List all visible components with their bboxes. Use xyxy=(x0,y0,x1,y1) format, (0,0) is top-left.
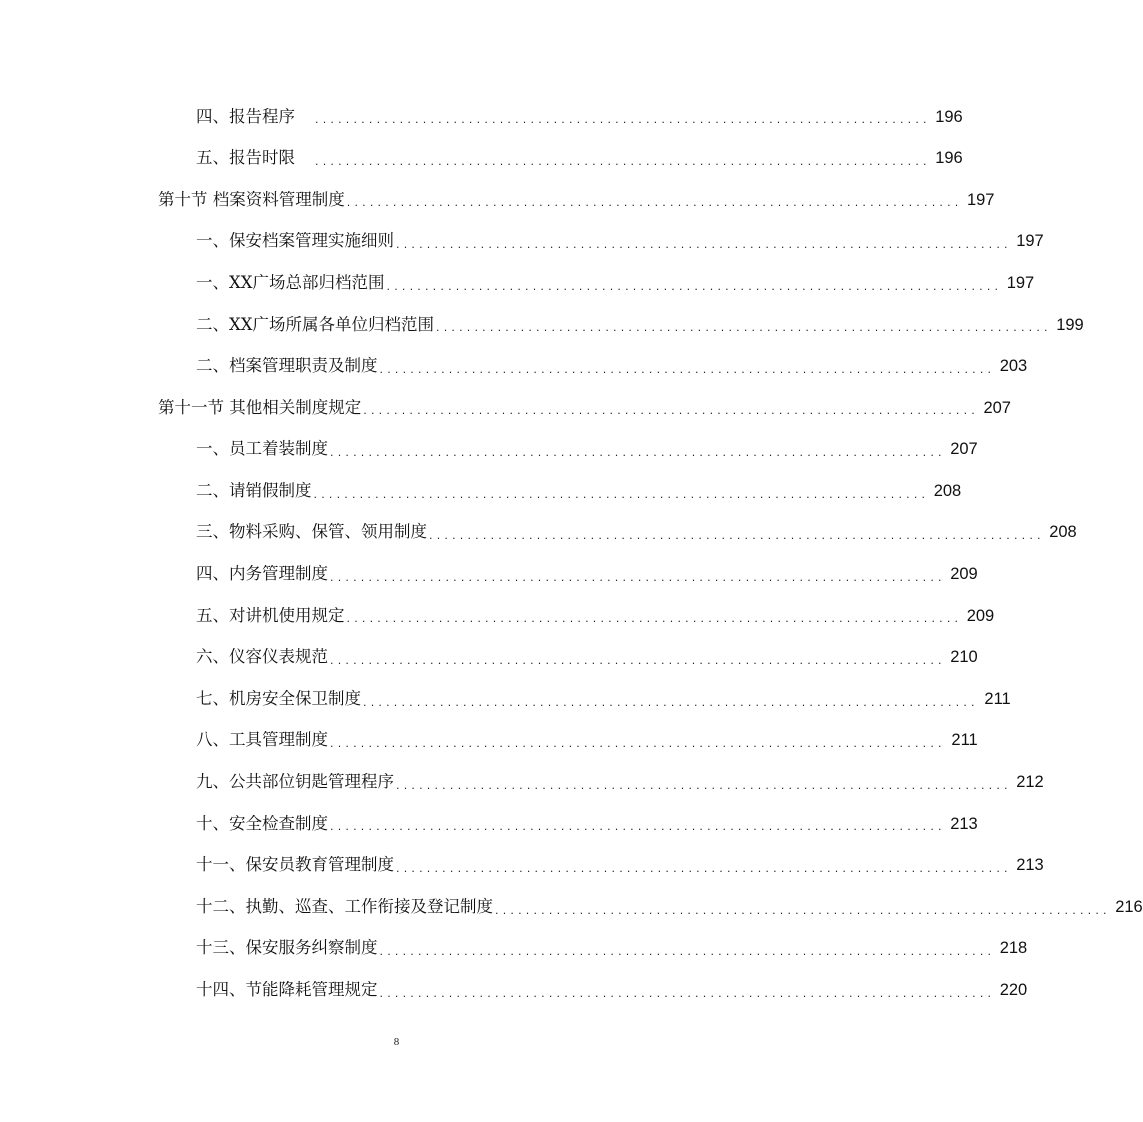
toc-subsection-entry[interactable] xyxy=(158,304,1084,346)
toc-dot-leader: ................................................................................ xyxy=(330,737,946,751)
toc-entry-page-number: 213 xyxy=(1016,856,1044,875)
toc-subsection-entry[interactable] xyxy=(158,845,1044,887)
toc-entry-page-number: 213 xyxy=(950,814,978,833)
toc-entry-page-number: 207 xyxy=(983,398,1011,417)
toc-dot-leader: ................................................................................ xyxy=(313,487,930,501)
toc-dot-leader: ................................................................................ xyxy=(346,612,963,626)
toc-entry-page-number: 212 xyxy=(1016,773,1044,792)
toc-entry-page-number: 220 xyxy=(999,981,1028,1000)
toc-entry-title: 二、XX广场所属各单位归档范围 xyxy=(196,314,434,334)
toc-subsection-entry[interactable] xyxy=(158,262,1035,304)
toc-entry-title: 四、报告程序 xyxy=(196,106,295,126)
toc-dot-leader: ................................................................................ xyxy=(363,404,979,418)
toc-entry-title: 一、员工着装制度 xyxy=(196,439,328,459)
toc-dot-leader: ................................................................................ xyxy=(429,529,1045,543)
toc-dot-leader: ................................................................................ xyxy=(396,778,1012,792)
toc-dot-leader: ................................................................................ xyxy=(330,654,946,668)
toc-subsection-entry[interactable] xyxy=(158,637,978,679)
toc-entry-title: 十、安全检查制度 xyxy=(196,813,328,833)
toc-entry-title: 五、对讲机使用规定 xyxy=(196,605,345,625)
toc-entry-page-number: 197 xyxy=(1006,273,1035,292)
toc-entry-title: 一、保安档案管理实施细则 xyxy=(196,231,394,251)
toc-dot-leader: ................................................................................ xyxy=(315,154,931,168)
toc-subsection-entry[interactable] xyxy=(158,221,1044,263)
toc-dot-leader: ................................................................................ xyxy=(379,945,996,959)
toc-entry-title: 第十一节 其他相关制度规定 xyxy=(158,397,362,417)
toc-entry-title: 五、报告时限 xyxy=(196,148,295,168)
toc-entry-title: 九、公共部位钥匙管理程序 xyxy=(196,772,394,792)
toc-entry-page-number: 196 xyxy=(935,107,963,126)
toc-entry-title: 十四、节能降耗管理规定 xyxy=(196,980,378,1000)
toc-dot-leader: ................................................................................ xyxy=(396,238,1012,252)
toc-subsection-entry[interactable] xyxy=(158,720,978,762)
toc-entry-page-number: 208 xyxy=(933,481,962,500)
toc-subsection-entry[interactable] xyxy=(158,928,1028,970)
toc-section-entry[interactable] xyxy=(158,387,1011,429)
toc-entry-title: 七、机房安全保卫制度 xyxy=(196,688,361,708)
toc-entry-page-number: 203 xyxy=(999,357,1028,376)
toc-subsection-entry[interactable] xyxy=(158,346,1028,388)
toc-subsection-entry[interactable] xyxy=(158,762,1044,804)
toc-entry-title: 八、工具管理制度 xyxy=(196,730,328,750)
toc-dot-leader: ................................................................................ xyxy=(330,820,946,834)
toc-entry-title: 二、请销假制度 xyxy=(196,480,312,500)
toc-dot-leader: ................................................................................ xyxy=(330,570,946,584)
toc-entry-title: 六、仪容仪表规范 xyxy=(196,647,328,667)
page-number: 8 xyxy=(393,1036,400,1048)
toc-subsection-entry[interactable] xyxy=(158,803,978,845)
toc-entry-title: 一、XX广场总部归档范围 xyxy=(196,272,385,292)
toc-dot-leader: ................................................................................ xyxy=(346,196,963,210)
toc-entry-page-number: 199 xyxy=(1056,315,1084,334)
table-of-contents xyxy=(158,96,1143,1011)
toc-entry-title: 二、档案管理职责及制度 xyxy=(196,356,378,376)
toc-dot-leader: ................................................................................ xyxy=(436,321,1052,335)
toc-dot-leader: ................................................................................ xyxy=(330,446,946,460)
toc-entry-page-number: 208 xyxy=(1049,523,1077,542)
toc-entry-page-number: 211 xyxy=(951,731,978,750)
toc-entry-page-number: 196 xyxy=(935,149,963,168)
toc-subsection-entry[interactable] xyxy=(158,595,995,637)
toc-entry-title: 十三、保安服务纠察制度 xyxy=(196,938,378,958)
toc-entry-page-number: 207 xyxy=(950,440,978,459)
toc-dot-leader: ................................................................................ xyxy=(315,113,931,127)
toc-entry-page-number: 209 xyxy=(950,565,978,584)
toc-entry-page-number: 218 xyxy=(999,939,1028,958)
toc-subsection-entry[interactable] xyxy=(158,969,1028,1011)
toc-entry-page-number: 216 xyxy=(1115,897,1143,916)
toc-subsection-entry[interactable] xyxy=(158,678,1011,720)
toc-entry-title: 第十节 档案资料管理制度 xyxy=(158,189,345,209)
toc-entry-page-number: 209 xyxy=(966,606,995,625)
toc-entry-page-number: 197 xyxy=(966,190,995,209)
toc-subsection-entry[interactable] xyxy=(158,429,978,471)
toc-subsection-entry[interactable] xyxy=(158,96,963,138)
toc-dot-leader: ................................................................................ xyxy=(379,986,996,1000)
toc-subsection-entry[interactable] xyxy=(158,554,978,596)
toc-entry-page-number: 211 xyxy=(984,689,1011,708)
toc-section-entry[interactable] xyxy=(158,179,995,221)
toc-dot-leader: ................................................................................ xyxy=(363,695,979,709)
toc-subsection-entry[interactable] xyxy=(158,886,1143,928)
toc-dot-leader: ................................................................................ xyxy=(379,362,996,376)
toc-subsection-entry[interactable] xyxy=(158,138,963,180)
toc-subsection-entry[interactable] xyxy=(158,470,962,512)
toc-entry-title: 三、物料采购、保管、领用制度 xyxy=(196,522,427,542)
toc-dot-leader: ................................................................................ xyxy=(386,279,1003,293)
toc-entry-page-number: 210 xyxy=(950,648,978,667)
toc-subsection-entry[interactable] xyxy=(158,512,1077,554)
toc-entry-title: 四、内务管理制度 xyxy=(196,564,328,584)
toc-entry-page-number: 197 xyxy=(1016,232,1044,251)
toc-dot-leader: ................................................................................ xyxy=(396,861,1012,875)
toc-entry-title: 十二、执勤、巡查、工作衔接及登记制度 xyxy=(196,896,493,916)
toc-dot-leader: ................................................................................ xyxy=(495,903,1111,917)
toc-entry-title: 十一、保安员教育管理制度 xyxy=(196,855,394,875)
